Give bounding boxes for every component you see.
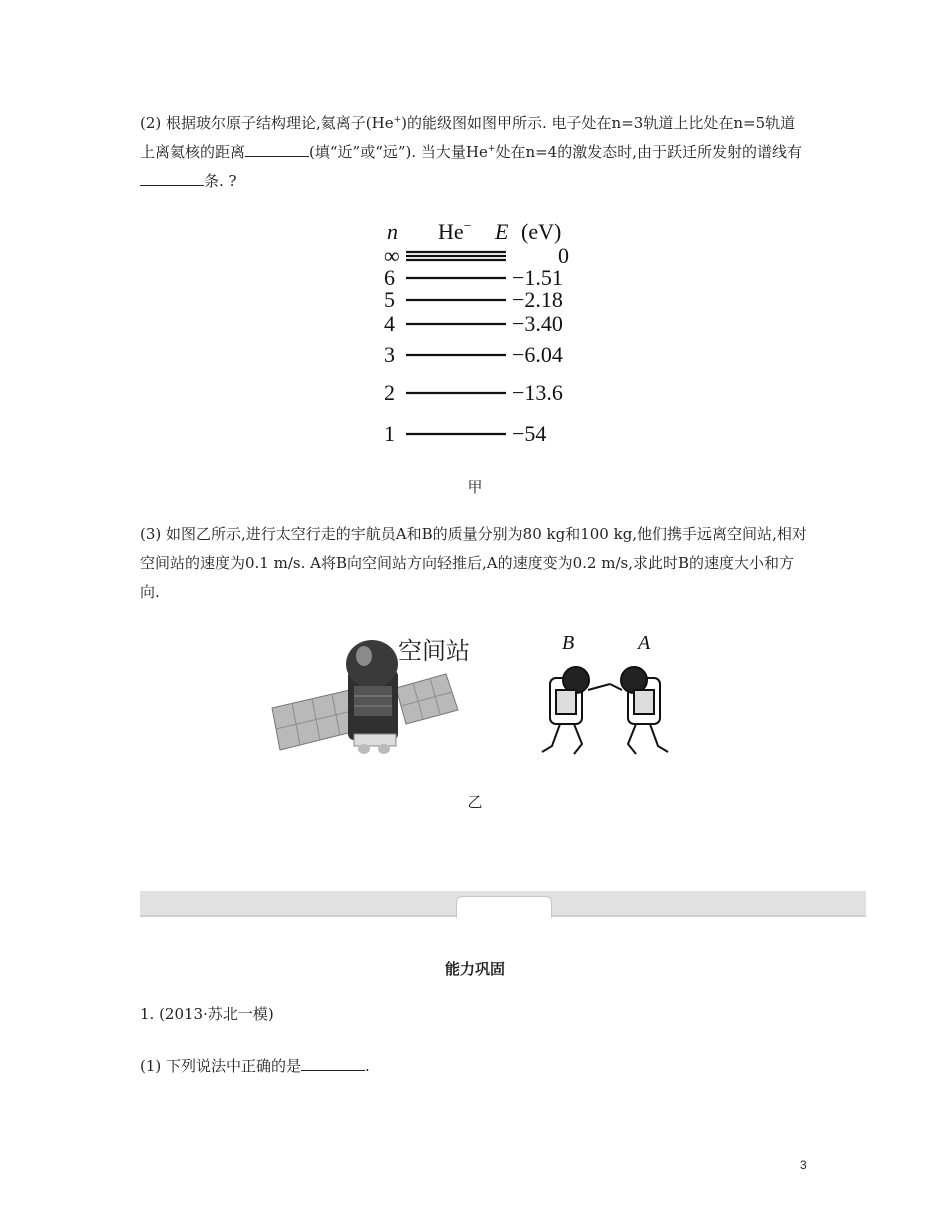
exercise-1-source: 1. (2013·苏北一模) [140,1005,274,1023]
answer-blank [245,142,309,157]
question-2 [140,109,810,196]
level-energy-label: −3.40 [512,311,563,336]
diagram-header-species: He− [438,219,472,244]
answer-blank [140,171,204,186]
solar-panel-left [272,690,360,750]
level-energy-label: −1.51 [512,265,563,290]
station-body [346,640,398,754]
question-3-text: 如图乙所示,进行太空行走的宇航员A和B的质量分别为80 kg和100 kg,他们携手远离空间站,相对空间站的速度为0.1 m/s. A将B向空间站方向轻推后,A的速度变为0.2 m/s,求此时B的速度大小和方向. [140,525,807,601]
level-n-label: 6 [384,265,395,290]
energy-level-diagram [370,212,590,452]
exercise-1-part-1-end: . [365,1057,370,1075]
exercise-1-part-1 [140,1055,370,1076]
astronaut-a-label: A [638,632,651,654]
level-n-label: 3 [384,342,395,367]
station-label: 空间站 [398,637,470,665]
question-2-text-e: 条. ? [204,172,237,190]
exercise-1-part-1-text: 下列说法中正确的是 [166,1057,302,1075]
level-n-label: 1 [384,421,395,446]
level-energy-label: 0 [558,243,569,268]
exercise-1-part-1-label: (1) [140,1057,162,1075]
astronaut-a [610,667,668,754]
page-number: 3 [800,1158,807,1172]
astronaut-b [542,667,610,754]
divider-tab [456,896,552,918]
question-2-text-a: 根据玻尔原子结构理论,氦离子(He [166,114,394,132]
question-2-label: (2) [140,114,162,132]
solar-panel-right [396,674,458,724]
astronaut-b-label: B [562,632,575,654]
question-2-text-c: (填“近”或“远”). 当大量He [309,143,488,161]
answer-blank [301,1056,365,1071]
energy-levels [384,243,569,446]
section-heading: 能力巩固 [444,960,505,978]
superscript-plus: + [487,144,496,154]
level-energy-label: −13.6 [512,380,563,405]
level-n-label: 2 [384,380,395,405]
figure-b-caption: 乙 [467,793,483,811]
level-energy-label: −6.04 [512,342,563,367]
diagram-header-e: E [495,219,509,244]
level-n-label: 4 [384,311,395,336]
question-3 [140,520,810,607]
astronauts-illustration [530,630,700,765]
level-n-label: ∞ [384,243,400,268]
diagram-header-unit: (eV) [521,219,562,244]
question-2-text-d: 处在n=4的激发态时,由于跃迁所发射的谱线有 [495,143,802,161]
level-energy-label: −54 [512,421,547,446]
superscript-plus: + [393,115,402,125]
level-n-label: 5 [384,287,395,312]
question-2-text-b: )的能级图如图甲所示. 电子处在n=3轨道上比处在n=5轨道上离氦核的距离 [140,114,796,161]
figure-a-caption: 甲 [467,478,483,496]
question-3-label: (3) [140,525,162,543]
diagram-header-n: n [387,219,398,244]
level-energy-label: −2.18 [512,287,563,312]
